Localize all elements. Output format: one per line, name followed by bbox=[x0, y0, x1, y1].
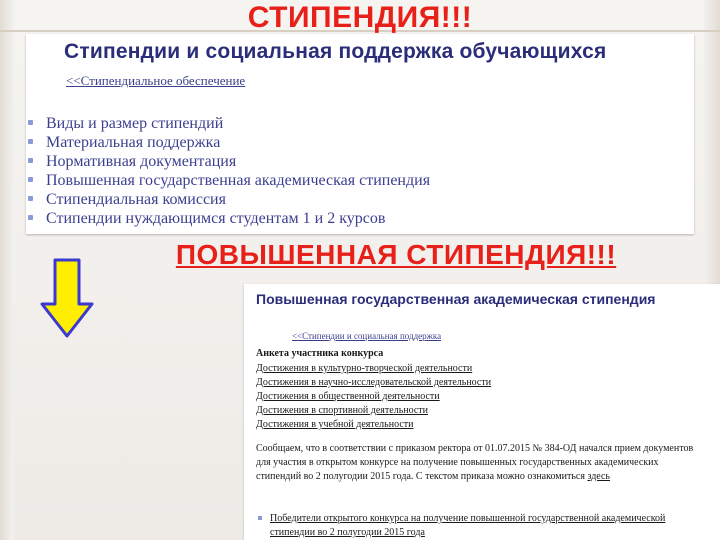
square-bullet-icon bbox=[28, 158, 33, 163]
square-bullet-icon bbox=[28, 120, 33, 125]
square-bullet-icon bbox=[28, 177, 33, 182]
menu-item-needy-students[interactable] bbox=[26, 209, 430, 228]
menu-item-label: Стипендиальная комиссия bbox=[46, 191, 226, 208]
square-bullet-icon bbox=[28, 215, 33, 220]
achievement-links bbox=[256, 362, 491, 432]
back-link[interactable]: <<Стипендиальное обеспечение bbox=[66, 73, 246, 88]
square-bullet-icon bbox=[258, 516, 262, 520]
achievement-link-sport[interactable]: Достижения в спортивной деятельности bbox=[256, 405, 429, 416]
announcement-body: Сообщаем, что в соответствии с приказом ректора от 01.07.2015 № 384-ОД начался прием документов для участия в открытом конкурсе на получение повышенных государственных академических стипендий во 2 полугодии 2015 года. С текстом приказа можно ознакомиться bbox=[256, 443, 694, 482]
menu-item-types[interactable] bbox=[26, 114, 430, 133]
menu-item-label: Виды и размер стипендий bbox=[46, 115, 224, 132]
menu-item-increased-scholarship[interactable] bbox=[26, 171, 430, 190]
application-form-label: Анкета участника конкурса bbox=[256, 348, 384, 359]
achievement-link-research[interactable]: Достижения в научно-исследовательской деятельности bbox=[256, 377, 492, 388]
menu-item-material-support[interactable] bbox=[26, 133, 430, 152]
slide-title: СТИПЕНДИЯ!!! bbox=[247, 1, 473, 34]
menu-item-label: Материальная поддержка bbox=[46, 134, 221, 151]
increased-scholarship-banner bbox=[0, 238, 720, 272]
arrow-down-icon bbox=[40, 258, 94, 338]
winners-link[interactable] bbox=[270, 512, 710, 540]
scholarship-menu bbox=[26, 114, 430, 228]
page-heading: Повышенная государственная академическая стипендия bbox=[256, 291, 656, 307]
menu-item-label: Нормативная документация bbox=[46, 153, 237, 170]
square-bullet-icon bbox=[28, 139, 33, 144]
achievement-link-social[interactable]: Достижения в общественной деятельности bbox=[256, 391, 440, 402]
menu-item-commission[interactable] bbox=[26, 190, 430, 209]
achievement-link-academic[interactable]: Достижения в учебной деятельности bbox=[256, 419, 414, 430]
increased-scholarship-page-screenshot bbox=[244, 284, 720, 540]
menu-item-regulations[interactable] bbox=[26, 152, 430, 171]
banner-text: ПОВЫШЕННАЯ СТИПЕНДИЯ!!! bbox=[175, 239, 617, 270]
menu-item-label: Стипендии нуждающимся студентам 1 и 2 курсов bbox=[46, 210, 386, 227]
menu-item-label: Повышенная государственная академическая стипендия bbox=[46, 172, 431, 189]
back-link[interactable]: <<Стипендии и социальная поддержка bbox=[292, 331, 442, 341]
winners-link-label: Победители открытого конкурса на получение повышенной государственной академической стипендии во 2 полугодии 2015 года bbox=[270, 513, 666, 538]
page-heading: Стипендии и социальная поддержка обучающихся bbox=[64, 40, 607, 63]
achievement-link-cultural[interactable]: Достижения в культурно-творческой деятельности bbox=[256, 363, 473, 374]
order-link[interactable]: здесь bbox=[587, 471, 610, 482]
square-bullet-icon bbox=[28, 196, 33, 201]
announcement-text bbox=[256, 442, 706, 484]
scholarship-page-screenshot bbox=[26, 34, 694, 234]
